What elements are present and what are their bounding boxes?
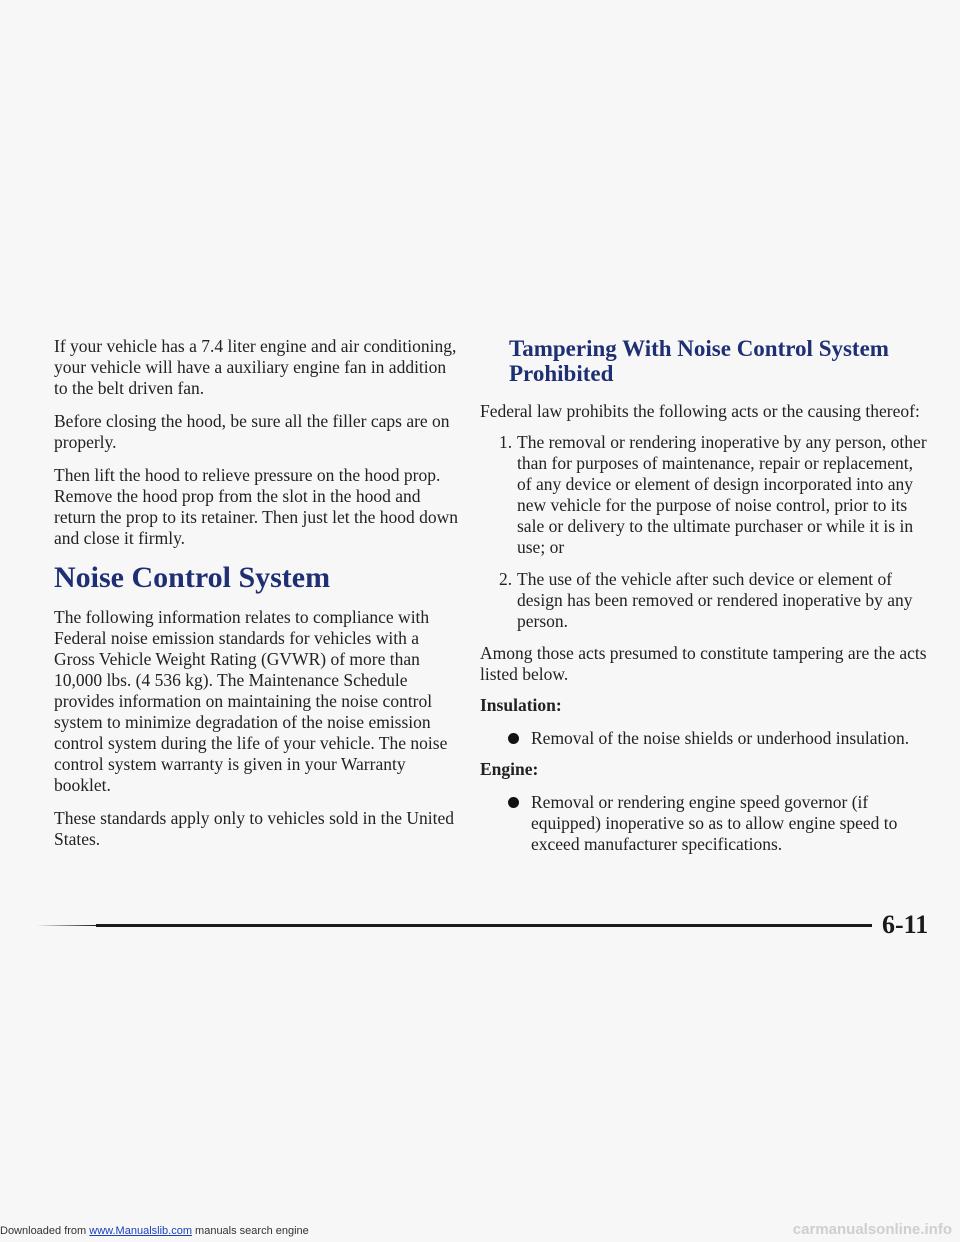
right-column (480, 336, 928, 865)
prohibited-acts-list (480, 432, 928, 632)
noise-control-heading: Noise Control System (54, 561, 331, 594)
tampering-heading: Tampering With Noise Control System Prohibited (509, 336, 889, 386)
footer-rule (96, 924, 872, 927)
list-item (480, 792, 928, 855)
intro-paragraph-3: Then lift the hood to relieve pressure on the hood prop. Remove the hood prop from the slot in the hood and return the prop to its retainer. Then just let the hood down and close it firmly. (54, 465, 459, 548)
list-item (480, 728, 928, 749)
banner-prefix: Downloaded from (0, 1225, 90, 1237)
download-banner (0, 1225, 309, 1237)
insulation-label: Insulation: (480, 695, 562, 715)
list-item-text: Removal or rendering engine speed governor (if equipped) inoperative so as to allow engine speed to exceed manufacturer specifications. (531, 792, 898, 854)
noise-control-paragraph-2: These standards apply only to vehicles sold in the United States. (54, 808, 454, 849)
list-item-number: 2. (499, 569, 513, 589)
list-item (480, 569, 928, 632)
page-number: 6-11 (882, 910, 929, 939)
intro-paragraph-1: If your vehicle has a 7.4 liter engine and air conditioning, your vehicle will have a auxiliary engine fan in addition to the belt driven fan. (54, 336, 457, 398)
list-item (480, 432, 928, 558)
insulation-list (480, 728, 928, 749)
engine-label: Engine: (480, 759, 539, 779)
bullet-icon (508, 797, 519, 808)
banner-suffix: manuals search engine (191, 1225, 309, 1237)
list-item-text: The use of the vehicle after such device or element of design has been removed or rendered inoperative by any person. (517, 569, 913, 631)
engine-list (480, 792, 928, 855)
tampering-intro: Federal law prohibits the following acts or the causing thereof: (480, 401, 920, 421)
intro-paragraph-2: Before closing the hood, be sure all the filler caps are on properly. (54, 411, 450, 452)
noise-control-paragraph-1: The following information relates to compliance with Federal noise emission standards for vehicles with a Gross Vehicle Weight Rating (GVWR) of more than 10,000 lbs. (4 536 kg). The Maintenance Schedule provides information on maintaining the noise control system to minimize degradation of the noise emission control system during the life of your vehicle. The noise control system warranty is given in your Warranty booklet. (54, 607, 448, 795)
list-item-text: The removal or rendering inoperative by any person, other than for purposes of maintenance, repair or replacement, of any device or element of design incorporated into any new vehicle for the purpose of noise control, prior to its sale or delivery to the ultimate purchaser or while it is in use; or (517, 432, 927, 557)
left-column (54, 336, 464, 862)
tampering-acts-paragraph: Among those acts presumed to constitute tampering are the acts listed below. (480, 643, 927, 684)
list-item-text: Removal of the noise shields or underhood insulation. (531, 728, 910, 748)
manualslib-link[interactable]: www.Manualslib.com (89, 1225, 192, 1237)
bullet-icon (508, 733, 519, 744)
list-item-number: 1. (499, 432, 513, 452)
watermark: carmanualsonline.info (792, 1221, 952, 1238)
